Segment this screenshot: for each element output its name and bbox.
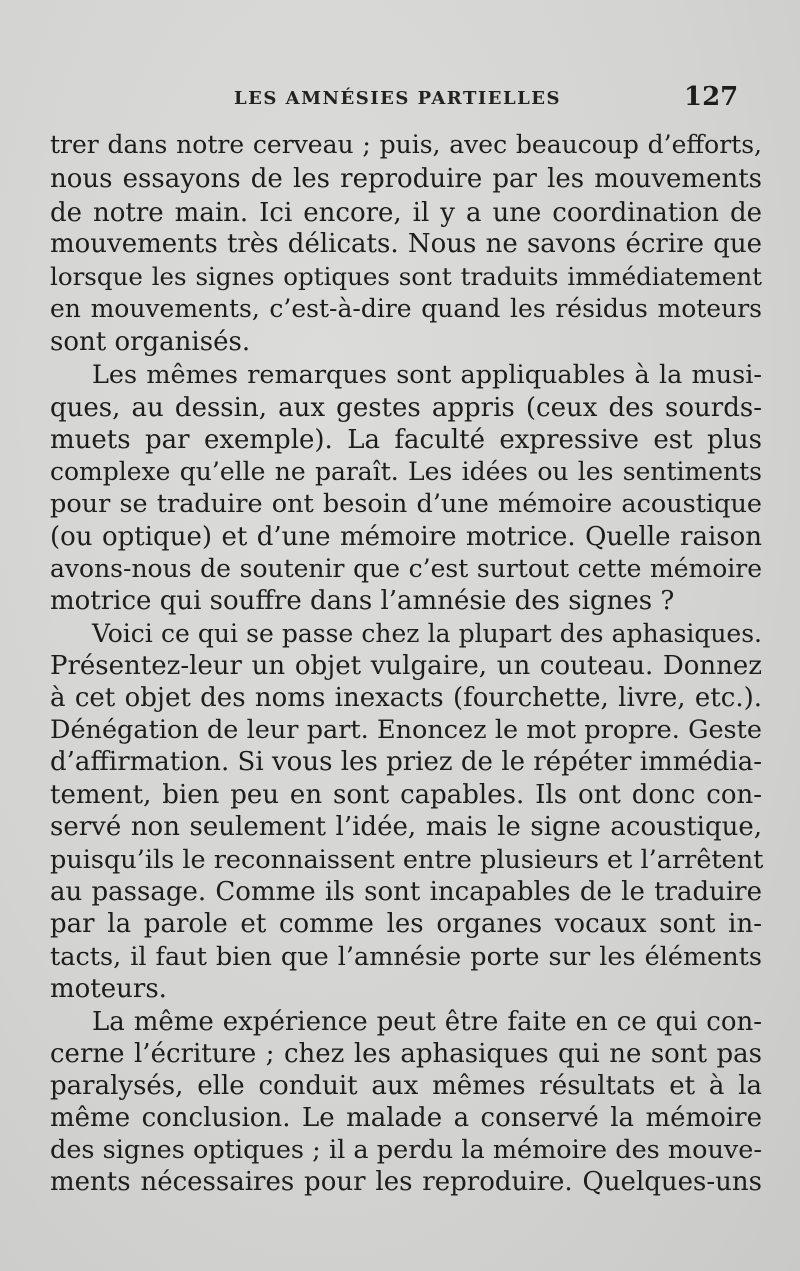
header-title: LES AMNÉSIES PARTIELLES [234,88,562,109]
text-line: ques, au dessin, aux gestes appris (ceux des sourds- [50,393,762,423]
text-line: en mouvements, c’est-à-dire quand les résidus moteurs [50,294,762,323]
text-line: paralysés, elle conduit aux mêmes résultats et à la [50,1071,762,1101]
text-line: tacts, il faut bien que l’amnésie porte sur les éléments [50,942,762,972]
text-line: par la parole et comme les organes vocaux sont in- [50,909,762,939]
text-line: mouvements très délicats. Nous ne savons écrire que [50,229,762,259]
text-line: avons-nous de soutenir que c’est surtout cette mémoire [50,554,762,583]
paragraph-first-line: La même expérience peut être faite en ce qui con- [92,1007,762,1037]
text-line: même conclusion. Le malade a conservé la mémoire [50,1103,762,1133]
text-line: trer dans notre cerveau ; puis, avec beaucoup d’efforts, [50,130,762,159]
text-line: pour se traduire ont besoin d’une mémoire acoustique [50,489,762,519]
text-line: Dénégation de leur part. Enoncez le mot propre. Geste [50,715,762,745]
text-line: moteurs. [50,974,167,1004]
paragraph-first-line: Les mêmes remarques sont appliquables à la musi- [92,360,762,390]
paragraph-first-line: Voici ce qui se passe chez la plupart des aphasiques. [92,619,762,648]
text-line: tement, bien peu en sont capables. Ils ont donc con- [50,780,762,810]
text-line: des signes optiques ; il a perdu la mémoire des mouve- [50,1135,762,1165]
text-line: sont organisés. [50,327,251,357]
text-line: Présentez-leur un objet vulgaire, un couteau. Donnez [50,651,762,681]
text-line: à cet objet des noms inexacts (fourchette, livre, etc.). [50,683,762,713]
text-line: de notre main. Ici encore, il y a une coordination de [50,198,762,228]
text-line: complexe qu’elle ne paraît. Les idées ou les sentiments [50,457,762,486]
text-line: puisqu’ils le reconnaissent entre plusieurs et l’arrêtent [50,845,764,875]
text-line: d’affirmation. Si vous les priez de le répéter immédia- [50,747,762,777]
text-line: (ou optique) et d’une mémoire motrice. Quelle raison [50,522,762,552]
running-head [0,82,800,118]
text-line: servé non seulement l’idée, mais le signe acoustique, [50,812,762,842]
text-line: cerne l’écriture ; chez les aphasiques qui ne sont pas [50,1039,762,1069]
text-line: au passage. Comme ils sont incapables de le traduire [50,877,762,907]
text-line: nous essayons de les reproduire par les mouvements [50,164,762,194]
text-line: lorsque les signes optiques sont traduits immédiatement [50,262,762,291]
text-line: ments nécessaires pour les reproduire. Quelques-uns [50,1167,762,1197]
text-line: muets par exemple). La faculté expressive est plus [50,425,762,455]
page-number: 127 [684,82,739,112]
text-line: motrice qui souffre dans l’amnésie des signes ? [50,586,675,616]
